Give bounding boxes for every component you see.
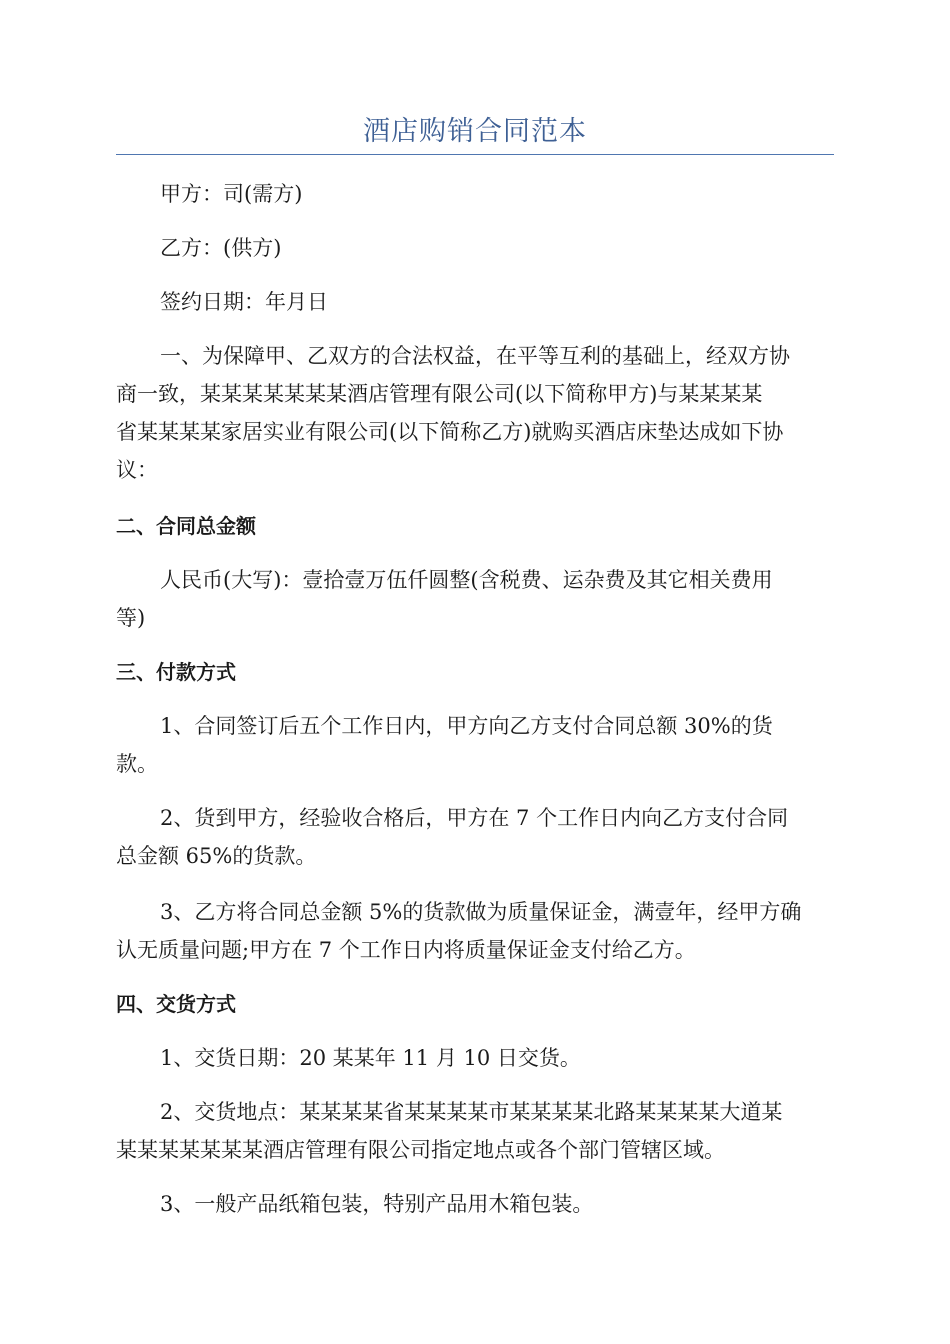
section2-text-line: 等) xyxy=(116,606,146,630)
payment-item-2-line: 总金额 65%的货款。 xyxy=(116,844,317,868)
payment-item-1-line: 1、合同签订后五个工作日内，甲方向乙方支付合同总额 30%的货 xyxy=(160,714,773,738)
payment-item-2-line: 2、货到甲方，经验收合格后，甲方在 7 个工作日内向乙方支付合同 xyxy=(160,806,789,830)
delivery-item-2-line: 某某某某某某某酒店管理有限公司指定地点或各个部门管辖区域。 xyxy=(116,1138,725,1162)
section2-text-line: 人民币(大写)：壹拾壹万伍仟圆整(含税费、运杂费及其它相关费用 xyxy=(160,568,773,592)
delivery-item-1: 1、交货日期：20 某某年 11 月 10 日交货。 xyxy=(160,1046,581,1070)
delivery-item-2-line: 2、交货地点：某某某某省某某某某市某某某某北路某某某某大道某 xyxy=(160,1100,783,1124)
party-b-line: 乙方：(供方) xyxy=(160,236,282,260)
section1-text-line: 一、为保障甲、乙双方的合法权益，在平等互利的基础上，经双方协 xyxy=(160,344,790,368)
payment-item-3-line: 认无质量问题;甲方在 7 个工作日内将质量保证金支付给乙方。 xyxy=(116,938,696,962)
sign-date-line: 签约日期：年月日 xyxy=(160,290,328,314)
payment-item-1-line: 款。 xyxy=(116,752,158,776)
section3-heading: 三、付款方式 xyxy=(116,660,236,684)
document-title: 酒店购销合同范本 xyxy=(363,116,587,147)
section2-heading: 二、合同总金额 xyxy=(116,514,256,538)
title-underline xyxy=(116,154,834,155)
section1-text-line: 省某某某某家居实业有限公司(以下简称乙方)就购买酒店床垫达成如下协 xyxy=(116,420,784,444)
section1-text-line: 议： xyxy=(116,458,158,482)
payment-item-3-line: 3、乙方将合同总金额 5%的货款做为质量保证金，满壹年，经甲方确 xyxy=(160,900,802,924)
section1-text-line: 商一致，某某某某某某某酒店管理有限公司(以下简称甲方)与某某某某 xyxy=(116,382,763,406)
section4-heading: 四、交货方式 xyxy=(116,992,236,1016)
delivery-item-3: 3、一般产品纸箱包装，特别产品用木箱包装。 xyxy=(160,1192,594,1216)
party-a-line: 甲方：司(需方) xyxy=(160,182,303,206)
